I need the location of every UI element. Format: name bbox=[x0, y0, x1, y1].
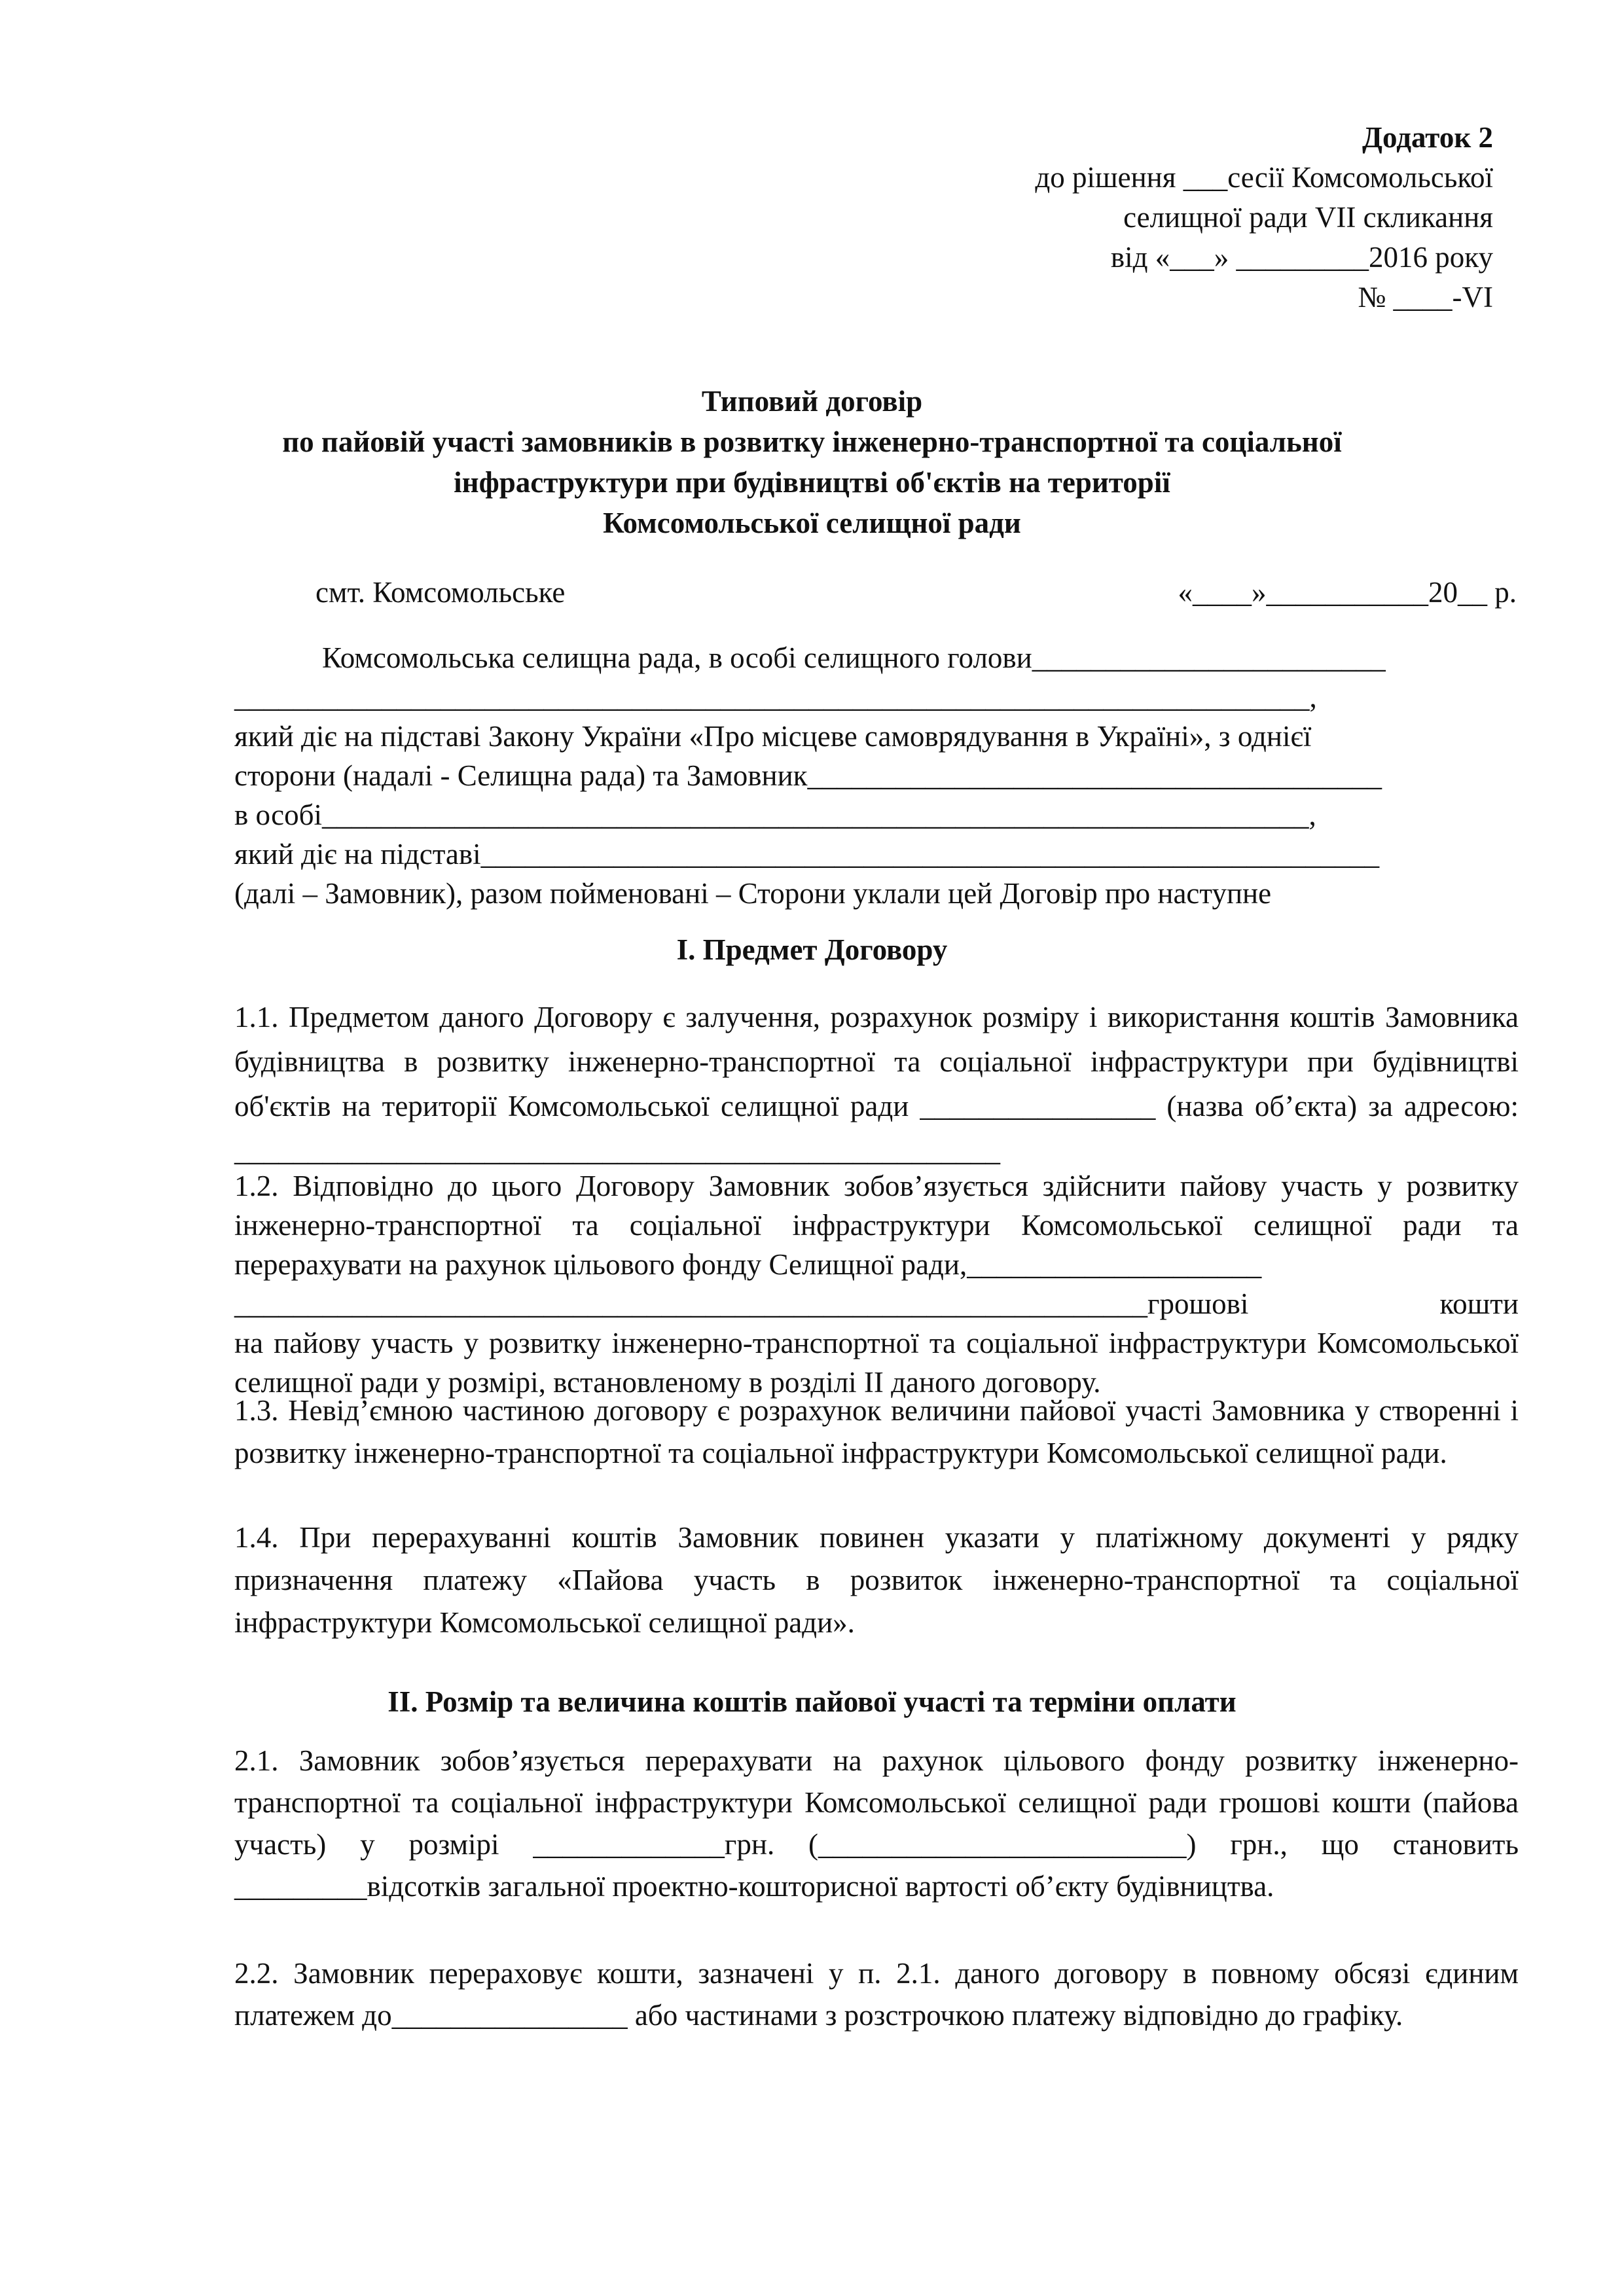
place-date-line bbox=[316, 571, 1517, 615]
appendix-title: Додаток 2 bbox=[1362, 121, 1493, 154]
clause-1-2-part-b: ______________________________________________________________грошові кошти bbox=[234, 1287, 1519, 1320]
clause-1-3: 1.3. Невід’ємною частиною договору є розрахунок величини пайової участі Замовника у створенні і розвитку інженерно-транспортної та соціальної інфраструктури Комсомольської селищної ради. bbox=[234, 1394, 1519, 1469]
title-line-4: Комсомольської селищної ради bbox=[603, 507, 1021, 539]
title-line-3: інфраструктури при будівництві об'єктів на території bbox=[454, 466, 1170, 499]
clause-1-2 bbox=[234, 1166, 1519, 1402]
document-title bbox=[0, 381, 1624, 543]
section-2-heading: ІІ. Розмір та величина коштів пайової участі та терміни оплати bbox=[388, 1685, 1236, 1718]
clause-1-4: 1.4. При перерахуванні коштів Замовник повинен указати у платіжному документі у рядку призначення платежу «Пайова участь в розвиток інженерно-транспортної та соціальної інфраструктури Комсомольської селищної ради». bbox=[234, 1521, 1519, 1639]
clause-2-2: 2.2. Замовник перераховує кошти, зазначені у п. 2.1. даного договору в повному обсязі єдиним платежем до________________ або частинами з розстрочкою платежу відповідно до графіку. bbox=[234, 1957, 1519, 2032]
appendix-line-2: селищної ради VII скликання bbox=[1123, 201, 1493, 234]
appendix-line-1: до рішення ___сесії Комсомольської bbox=[1035, 161, 1493, 194]
parties-line-3: який діє на підставі Закону України «Про місцеве самоврядування в Україні», з однієї bbox=[234, 720, 1312, 753]
clause-1-2-part-a: 1.2. Відповідно до цього Договору Замовник зобов’язується здійснити пайову участь у розвитку інженерно-транспортної та соціальної інфраструктури Комсомольської селищної ради та перерахувати на рахунок цільового фонду Селищної ради,____________________ bbox=[234, 1170, 1519, 1281]
title-line-2: по пайовій участі замовників в розвитку інженерно-транспортної та соціальної bbox=[282, 425, 1342, 458]
parties-line-1: Комсомольська селищна рада, в особі селищного голови________________________ bbox=[322, 641, 1386, 674]
parties-line-7: (далі – Замовник), разом пойменовані – Сторони уклали цей Договір про наступне bbox=[234, 877, 1272, 910]
title-line-1: Типовий договір bbox=[701, 385, 923, 418]
section-1-heading: І. Предмет Договору bbox=[676, 933, 948, 966]
appendix-header bbox=[1035, 118, 1493, 317]
place-name: смт. Комсомольське bbox=[316, 576, 566, 609]
clause-2-1: 2.1. Замовник зобов’язується перерахувати на рахунок цільового фонду розвитку інженерно-транспортної та соціальної інфраструктури Комсомольської селищної ради грошові кошти (пайова участь) у розмірі _____________грн. (_________________________) грн., що становить _________відсотків загальної проектно-кошторисної вартості об’єкту будівництва. bbox=[234, 1744, 1519, 1903]
appendix-line-3: від «___» _________2016 року bbox=[1110, 241, 1493, 274]
parties-line-5: в особі___________________________________________________________________, bbox=[234, 798, 1316, 831]
clause-1-2-part-c: на пайову участь у розвитку інженерно-транспортної та соціальної інфраструктури Комсомольської селищної ради у розмірі, встановленому в розділі ІІ даного договору. bbox=[234, 1327, 1519, 1399]
date-blank: «____»___________20__ р. bbox=[1178, 576, 1517, 609]
appendix-line-4: № ____-VI bbox=[1358, 281, 1493, 314]
parties-paragraph bbox=[234, 638, 1519, 913]
clause-1-1: 1.1. Предметом даного Договору є залучення, розрахунок розміру і використання коштів Замовника будівництва в розвитку інженерно-транспортної та соціальної інфраструктури при будівництві об'єктів на території Комсомольської селищної ради ________________ (назва об’єкта) за адресою: ____________________________________________________ bbox=[234, 1001, 1519, 1167]
parties-line-2: _________________________________________________________________________, bbox=[234, 681, 1317, 713]
parties-line-4: сторони (надалі - Селищна рада) та Замовник_______________________________________ bbox=[234, 759, 1382, 792]
parties-line-6: який діє на підставі_____________________________________________________________ bbox=[234, 838, 1380, 870]
